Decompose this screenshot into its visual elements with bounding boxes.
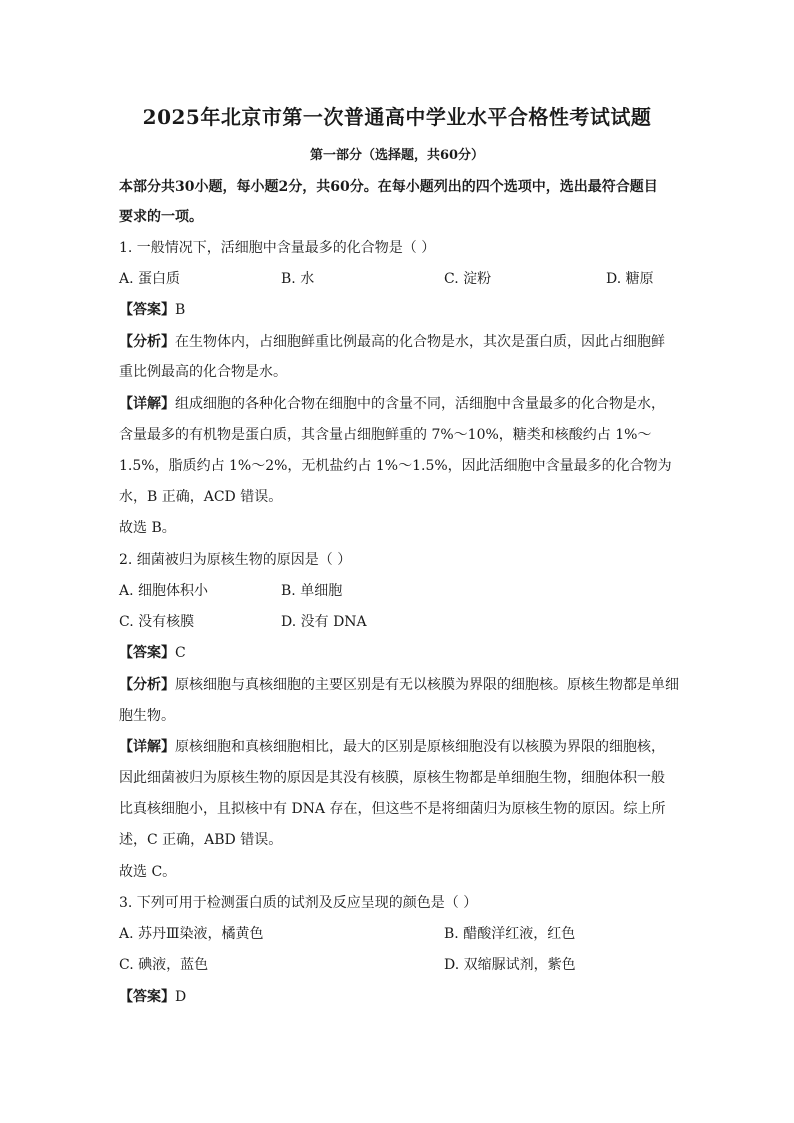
question-1-conclusion: 故选 B。 (119, 520, 176, 536)
question-1-stem: 1. 一般情况下，活细胞中含量最多的化合物是（ ） (119, 240, 436, 256)
detail-text: 组成细胞的各种化合物在细胞中的含量不同，活细胞中含量最多的化合物是水， (175, 396, 665, 412)
question-1-detail (119, 394, 679, 414)
question-2-option-c: C. 没有核膜 (119, 614, 195, 630)
detail-text: 1.5%，脂质约占 1%～2%，无机盐约占 1%～1.5%，因此活细胞中含量最多的化合物为 (119, 458, 672, 474)
question-2-answer (119, 643, 679, 663)
analysis-text: 胞生物。 (119, 708, 175, 724)
question-3-answer (119, 987, 679, 1007)
question-3-option-d: D. 双缩脲试剂，紫色 (444, 957, 576, 973)
question-2-stem: 2. 细菌被归为原核生物的原因是（ ） (119, 552, 352, 568)
document-title: 2025年北京市第一次普通高中学业水平合格性考试试题 (142, 105, 652, 129)
question-1-answer (119, 300, 679, 320)
answer-value: C (175, 645, 186, 661)
detail-tag: 【详解】 (119, 396, 175, 412)
instructions-line: 本部分共30小题，每小题2分，共60分。在每小题列出的四个选项中，选出最符合题目 (119, 179, 658, 195)
detail-tag: 【详解】 (119, 739, 175, 755)
analysis-tag: 【分析】 (119, 677, 175, 693)
analysis-text: 重比例最高的化合物是水。 (119, 364, 287, 380)
question-1-option-c: C. 淀粉 (444, 271, 492, 287)
section-subtitle: 第一部分（选择题，共60分） (309, 148, 485, 163)
detail-text: 含量最多的有机物是蛋白质，其含量占细胞鲜重的 7%～10%，糖类和核酸约占 1%～ (119, 427, 652, 443)
question-1-option-b: B. 水 (281, 271, 315, 287)
instructions-line: 要求的一项。 (119, 209, 203, 225)
question-2-conclusion: 故选 C。 (119, 864, 177, 880)
detail-text: 比真核细胞小，且拟核中有 DNA 存在，但这些不是将细菌归为原核生物的原因。综上所 (119, 801, 666, 817)
answer-value: B (175, 302, 186, 318)
answer-tag: 【答案】 (119, 989, 175, 1005)
answer-tag: 【答案】 (119, 645, 175, 661)
analysis-text: 原核细胞与真核细胞的主要区别是有无以核膜为界限的细胞核。原核生物都是单细 (175, 677, 679, 693)
question-1-option-a: A. 蛋白质 (119, 271, 181, 287)
detail-text: 原核细胞和真核细胞相比，最大的区别是原核细胞没有以核膜为界限的细胞核， (175, 739, 665, 755)
question-1-option-d: D. 糖原 (606, 271, 654, 287)
question-3-option-b: B. 醋酸洋红液，红色 (444, 926, 576, 942)
question-2-analysis (119, 675, 679, 695)
question-3-option-a: A. 苏丹Ⅲ染液，橘黄色 (119, 926, 264, 942)
question-1-analysis (119, 332, 679, 352)
question-2-detail (119, 737, 679, 757)
question-2-option-a: A. 细胞体积小 (119, 583, 209, 599)
answer-tag: 【答案】 (119, 302, 175, 318)
question-2-option-d: D. 没有 DNA (281, 614, 367, 630)
detail-text: 水，B 正确，ACD 错误。 (119, 489, 283, 505)
answer-value: D (175, 989, 187, 1005)
question-2-option-b: B. 单细胞 (281, 583, 343, 599)
question-3-option-c: C. 碘液，蓝色 (119, 957, 209, 973)
analysis-text: 在生物体内，占细胞鲜重比例最高的化合物是水，其次是蛋白质，因此占细胞鲜 (175, 334, 665, 350)
detail-text: 因此细菌被归为原核生物的原因是其没有核膜，原核生物都是单细胞生物，细胞体积一般 (119, 770, 665, 786)
detail-text: 述，C 正确，ABD 错误。 (119, 832, 283, 848)
analysis-tag: 【分析】 (119, 334, 175, 350)
question-3-stem: 3. 下列可用于检测蛋白质的试剂及反应呈现的颜色是（ ） (119, 895, 478, 911)
